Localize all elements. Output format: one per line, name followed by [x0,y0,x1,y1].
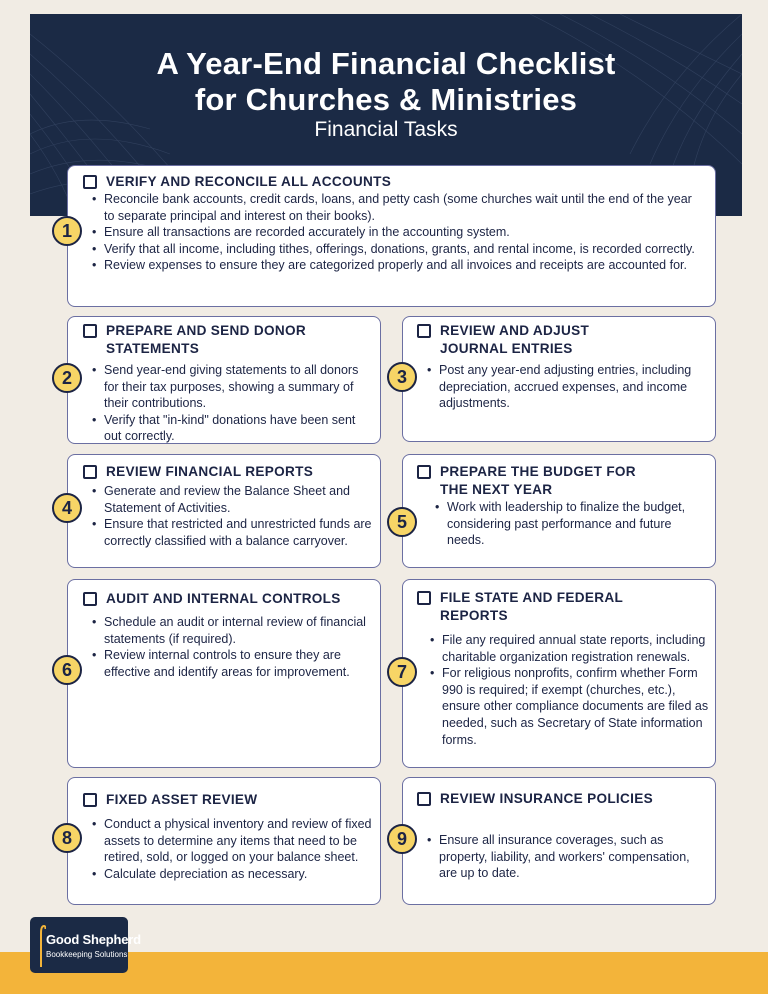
card-5-bullets [433,499,703,549]
card-4-header [83,463,373,481]
card-7-title: FILE STATE AND FEDERAL REPORTS [440,590,623,623]
card-9-title: REVIEW INSURANCE POLICIES [440,791,653,806]
step-number-4: 4 [52,493,82,523]
step-number-1: 1 [52,216,82,246]
card-2-header [83,322,363,358]
checkbox-6[interactable] [83,592,97,606]
card-8-title: FIXED ASSET REVIEW [106,792,258,807]
card-2-title: PREPARE AND SEND DONOR STATEMENTS [106,323,306,356]
checkbox-1[interactable] [83,175,97,189]
checkbox-2[interactable] [83,324,97,338]
title-line-2: for Churches & Ministries [194,82,578,117]
title-line-1: A Year-End Financial Checklist [156,46,616,81]
page-title [30,46,742,118]
page-subtitle: Financial Tasks [314,118,458,141]
checkbox-4[interactable] [83,465,97,479]
checkbox-9[interactable] [417,792,431,806]
step-number-7: 7 [387,657,417,687]
step-number-2: 2 [52,363,82,393]
list-item: • For religious nonprofits, confirm whether Form 990 is required; if exempt (churches, etc.), ensure other compliance documents are filed as needed, such as Secretary of State information forms. [428,665,712,748]
card-6-header [83,590,373,608]
list-item: • Schedule an audit or internal review of financial statements (if required). [90,614,372,647]
shepherd-staff-icon [36,923,46,967]
logo-name: Good Shepherd [46,932,141,947]
card-9-header [417,790,657,808]
card-9-bullets [425,832,709,882]
card-3-title: REVIEW AND ADJUST JOURNAL ENTRIES [440,323,590,356]
card-6-title: AUDIT AND INTERNAL CONTROLS [106,591,341,606]
list-item: • File any required annual state reports, including charitable organization registration renewals. [428,632,712,665]
list-item: • Review expenses to ensure they are categorized properly and all invoices and receipts are accounted for. [90,257,702,274]
checkbox-3[interactable] [417,324,431,338]
card-6-bullets [90,614,372,680]
card-3-bullets [425,362,709,412]
list-item: • Ensure that restricted and unrestricted funds are correctly classified with a balance carryover. [90,516,372,549]
step-number-5: 5 [387,507,417,537]
card-5-title: PREPARE THE BUDGET FOR THE NEXT YEAR [440,464,636,497]
checkbox-5[interactable] [417,465,431,479]
list-item: • Ensure all insurance coverages, such as property, liability, and workers' compensation, are up to date. [425,832,709,882]
list-item: • Post any year-end adjusting entries, including depreciation, accrued expenses, and income adjustments. [425,362,709,412]
card-1-header [83,173,703,191]
list-item: • Work with leadership to finalize the budget, considering past performance and future needs. [433,499,703,549]
card-8-header [83,791,373,809]
step-number-9: 9 [387,824,417,854]
card-1-bullets [90,191,702,274]
card-4-title: REVIEW FINANCIAL REPORTS [106,464,314,479]
list-item: • Verify that all income, including tithes, offerings, donations, grants, and rental income, is recorded correctly. [90,241,702,258]
step-number-3: 3 [387,362,417,392]
checkbox-7[interactable] [417,591,431,605]
list-item: • Verify that "in-kind" donations have been sent out correctly. [90,412,372,445]
list-item: • Generate and review the Balance Sheet and Statement of Activities. [90,483,372,516]
card-2-bullets [90,362,372,445]
list-item: • Review internal controls to ensure they are effective and identify areas for improvement. [90,647,372,680]
step-number-8: 8 [52,823,82,853]
list-item: • Conduct a physical inventory and review of fixed assets to determine any items that need to be retired, sold, or logged on your balance sheet. [90,816,372,866]
list-item: • Send year-end giving statements to all donors for their tax purposes, showing a summary of their contributions. [90,362,372,412]
card-7-bullets [428,632,712,748]
step-number-6: 6 [52,655,82,685]
list-item: • Reconcile bank accounts, credit cards, loans, and petty cash (some churches wait until the end of the year to separate principal and interest on their books). [90,191,702,224]
card-3-header [417,322,657,358]
card-4-bullets [90,483,372,549]
logo-tagline: Bookkeeping Solutions [46,950,128,959]
card-5-header [417,463,657,499]
list-item: • Calculate depreciation as necessary. [90,866,372,883]
card-7-header [417,589,657,625]
list-item: • Ensure all transactions are recorded accurately in the accounting system. [90,224,702,241]
company-logo [30,917,141,973]
card-8-bullets [90,816,372,882]
checkbox-8[interactable] [83,793,97,807]
card-1-title: VERIFY AND RECONCILE ALL ACCOUNTS [106,174,392,189]
